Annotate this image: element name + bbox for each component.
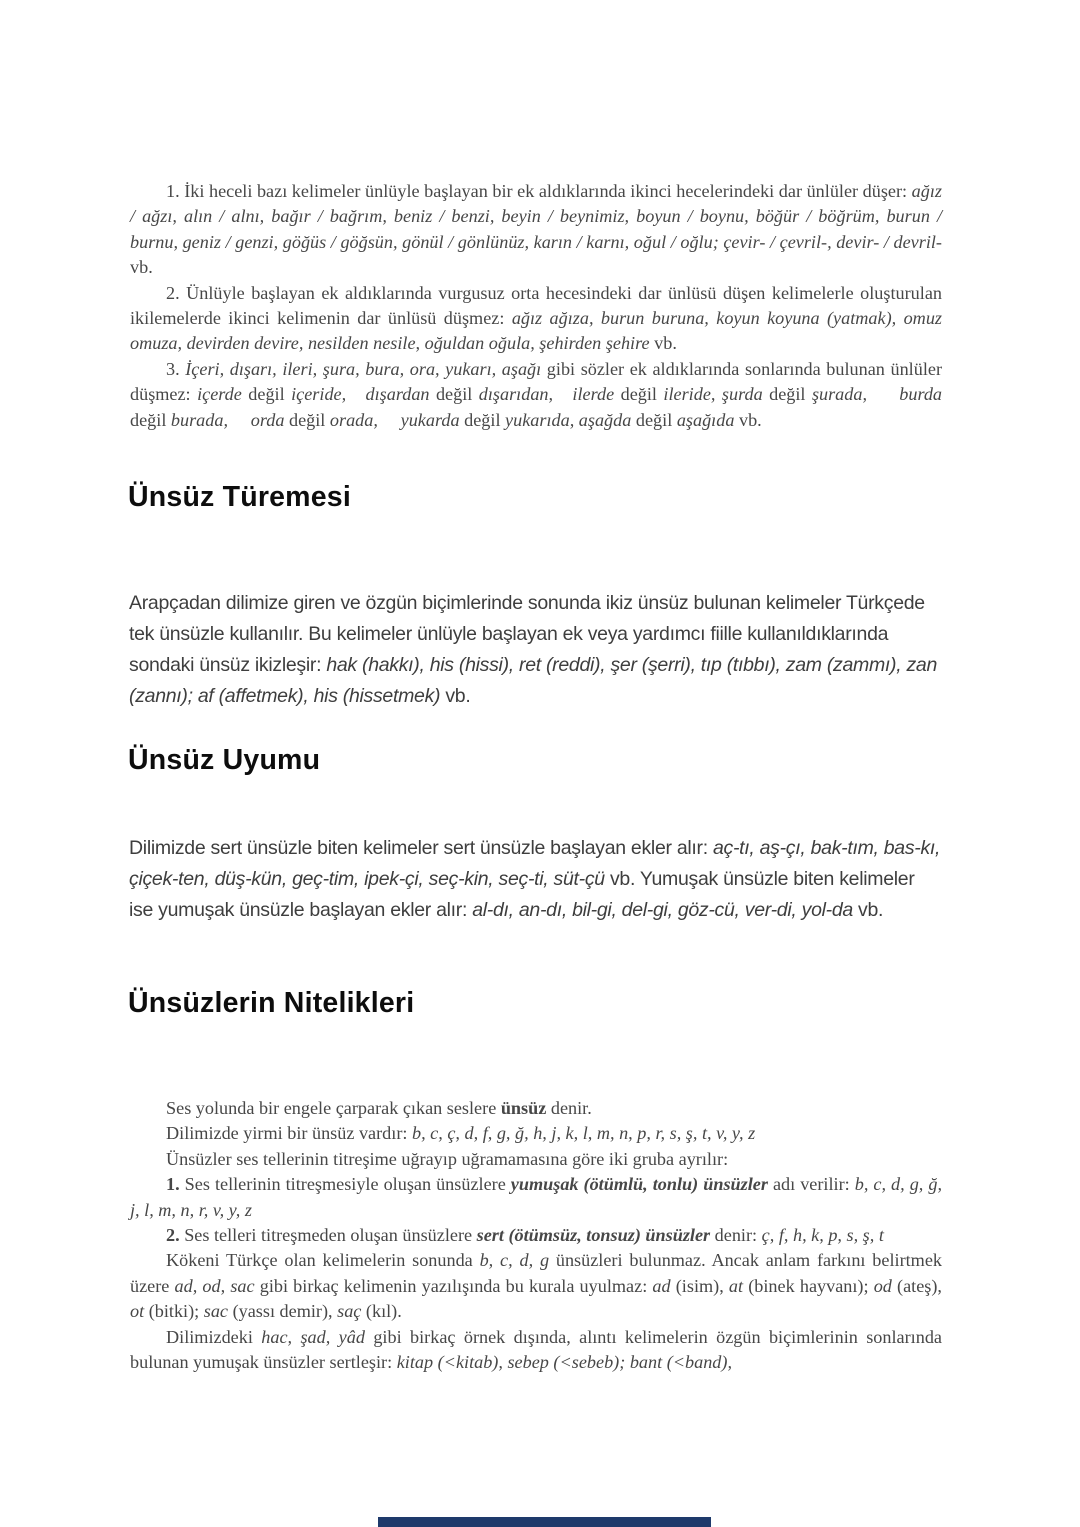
- paragraph-unsuz-gruplar: Ünsüzler ses tellerinin titreşime uğrayıp uğramamasına göre iki gruba ayrılır:: [166, 1148, 729, 1169]
- paragraph-sert-unsuzler: 2. Ses telleri titreşmeden oluşan ünsüzlere sert (ötümsüz, tonsuz) ünsüzler denir: ç, f, h, k, p, s, ş, t: [166, 1225, 884, 1246]
- paragraph-vowel-drop-3: 3. İçeri, dışarı, ileri, şura, bura, ora, yukarı, aşağı gibi sözler ek aldıklarında sonlarında bulunan ünlüler düşmez: içerde değil içeride, dışardan değil dışarıdan, ilerde değil ileride, şurda değil şurada, burda değil burada, orda değil orada, yukarda değil yukarıda, aşağda değil aşağıda vb.: [130, 358, 943, 430]
- paragraph-vowel-drop-1: 1. İki heceli bazı kelimeler ünlüyle başlayan bir ek aldıklarında ikinci hecelerindeki dar ünlüler düşer: ağız / ağzı, alın / alnı, bağır / bağrım, beniz / benzi, beyin / beynimiz, boyun / boynu, böğür / böğrüm, burun / burnu, geniz / genzi, göğüs / göğsün, gönül / gönlünüz, karın / karnı, oğul / oğlu; çevir- / çevril-, devir- / devril- vb.: [130, 181, 942, 278]
- heading-unsuz-turemesi: Ünsüz Türemesi: [128, 481, 351, 513]
- bottom-bar: [378, 1517, 711, 1527]
- heading-unsuzlerin-nitelikleri: Ünsüzlerin Nitelikleri: [128, 987, 415, 1019]
- paragraph-kokeni-turkce: Kökeni Türkçe olan kelimelerin sonunda b, c, d, g ünsüzleri bulunmaz. Ancak anlam farkını belirtmek üzere ad, od, sac gibi birkaç kelimenin yazılışında bu kurala uyulmaz: ad (isim), at (binek hayvanı); od (ateş), ot (bitki); sac (yassı demir), saç (kıl).: [130, 1250, 942, 1322]
- unsuzlerin-nitelikleri-body: [130, 1096, 942, 1375]
- paragraph-unsuz-uyumu: Dilimizde sert ünsüzle biten kelimeler sert ünsüzle başlayan ekler alır: aç-tı, aş-çı, bak-tım, bas-kı, çiçek-ten, düş-kün, geç-tim, ipek-çi, seç-kin, seç-ti, süt-çü vb. Yumuşak ünsüzle biten kelimeler ise yumuşak ünsüzle başlayan ekler alır: al-dı, an-dı, bil-gi, del-gi, göz-cü, ver-di, yol-da vb.: [129, 837, 941, 921]
- paragraph-unsuz-turemesi: Arapçadan dilimize giren ve özgün biçimlerinde sonunda ikiz ünsüz bulunan kelimeler Türkçede tek ünsüzle kullanılır. Bu kelimeler ünlüyle başlayan ek veya yardımcı fiille kullanıldıklarında sondaki ünsüz ikizleşir: hak (hakkı), his (hissi), ret (reddi), şer (şerri), tıp (tıbbı), zam (zammı), zan (zannı); af (affetmek), his (hissetmek) vb.: [129, 592, 937, 707]
- paragraph-alinti-kelimeler: Dilimizdeki hac, şad, yâd gibi birkaç örnek dışında, alıntı kelimelerin özgün biçimlerinin sonlarında bulunan yumuşak ünsüzler sertleşir: kitap (<kitab), sebep (<sebeb); bant (<band),: [130, 1326, 942, 1373]
- paragraph-unsuz-listesi: Dilimizde yirmi bir ünsüz vardır: b, c, ç, d, f, g, ğ, h, j, k, l, m, n, p, r, s, ş, t, v, y, z: [166, 1123, 756, 1144]
- paragraph-vowel-drop-2: 2. Ünlüyle başlayan ek aldıklarında vurgusuz orta hecesindeki dar ünlüsü düşen kelimelerle oluşturulan ikilemelerde ikinci kelimenin dar ünlüsü düşmez: ağız ağıza, burun buruna, koyun koyuna (yatmak), omuz omuza, devirden devire, nesilden nesile, oğuldan oğula, şehirden şehire vb.: [130, 282, 942, 354]
- heading-unsuz-uyumu: Ünsüz Uyumu: [128, 744, 321, 776]
- paragraph-unsuz-tanim: Ses yolunda bir engele çarparak çıkan seslere ünsüz denir.: [166, 1098, 592, 1118]
- unsuz-turemesi-body: [129, 588, 941, 712]
- unsuz-uyumu-body: [129, 833, 941, 926]
- paragraph-yumusak-unsuzler: 1. Ses tellerinin titreşmesiyle oluşan ünsüzlere yumuşak (ötümlü, tonlu) ünsüzler adı verilir: b, c, d, g, ğ, j, l, m, n, r, v, y, z: [130, 1174, 942, 1220]
- intro-numbered-paragraphs: [130, 179, 942, 433]
